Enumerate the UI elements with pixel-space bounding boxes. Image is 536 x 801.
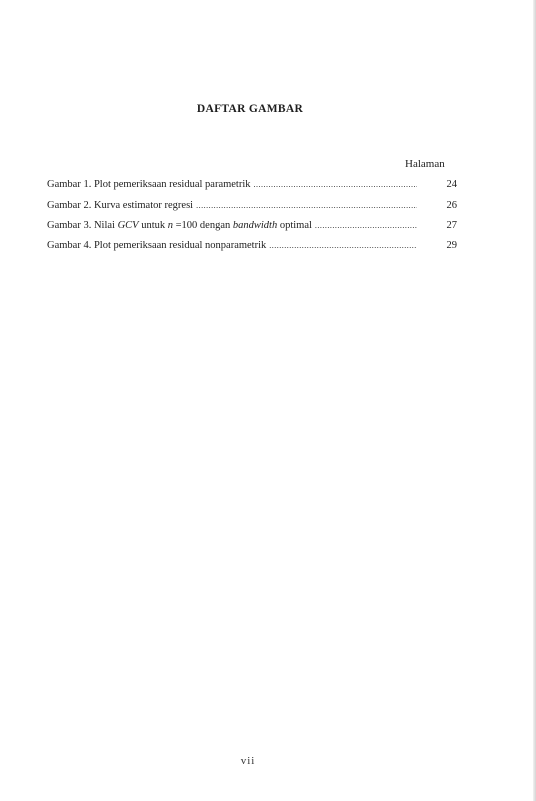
toc-leader-dots — [254, 178, 417, 192]
toc-leader-dots — [315, 219, 417, 233]
toc-leader-dots — [269, 239, 417, 253]
toc-entry-title: Gambar 3. Nilai GCV untuk n =100 dengan bandwidth optimal — [47, 220, 312, 231]
n-variable: n — [167, 220, 173, 231]
toc-entry-2 — [47, 199, 457, 213]
toc-entry-title: Gambar 1. Plot pemeriksaan residual parametrik — [47, 179, 251, 190]
page-column-label: Halaman — [405, 158, 445, 170]
toc-entry-1 — [47, 178, 457, 192]
toc-entry-3 — [47, 219, 457, 233]
toc-entry-page: 26 — [446, 200, 457, 211]
toc-entry-page: 29 — [446, 240, 457, 251]
toc-entry-page: 27 — [446, 220, 457, 231]
toc-entry-title: Gambar 4. Plot pemeriksaan residual nonparametrik — [47, 240, 267, 251]
gcv-term: GCV — [117, 220, 139, 231]
bandwidth-term: bandwidth — [232, 220, 278, 231]
toc-entry-page: 24 — [446, 179, 457, 190]
toc-entry-4 — [47, 239, 457, 253]
toc-entry-title: Gambar 2. Kurva estimator regresi — [47, 200, 194, 211]
page-title: DAFTAR GAMBAR — [196, 103, 304, 115]
toc-leader-dots — [196, 199, 417, 213]
page-number: vii — [240, 755, 256, 767]
